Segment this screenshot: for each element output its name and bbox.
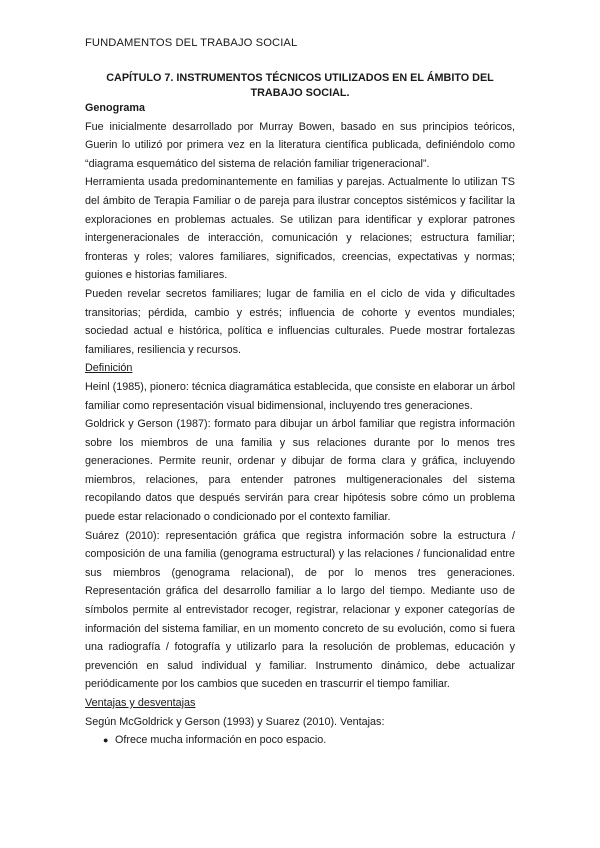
section-heading-definicion: Definición: [85, 362, 133, 375]
chapter-title: [85, 71, 515, 101]
document-body: [85, 99, 515, 750]
paragraph: Herramienta usada predominantemente en familias y parejas. Actualmente lo utilizan TS del ámbito de Terapia Familiar o de pareja para ilustrar conceptos sistémicos y facilitar la exploraciones en problemas actuales. Se utilizan para identificar y explorar patrones intergeneracionales de interacción, comunicación y relaciones; estructura familiar; fronteras y roles; valores familiares, significados, creencias, expectativas y normas; guiones e historias familiares.: [85, 176, 515, 282]
section-heading-ventajas: Ventajas y desventajas: [85, 697, 196, 709]
paragraph: Goldrick y Gerson (1987): formato para dibujar un árbol familiar que registra información sobre los miembros de una familia y sus relaciones durante por lo menos tres generaciones. Permite reunir, ordenar y dibujar de forma clara y gráfica, incluyendo miembros, relaciones, para entender patrones multigeneracionales del sistema recopilando datos que después servirán para crear hipótesis sobre cómo un problema puede estar relacionado o condicionado por el contexto familiar.: [85, 418, 515, 524]
bullet-icon: ●: [103, 735, 109, 746]
section-heading-genograma: Genograma: [85, 102, 145, 114]
list-item: [85, 731, 515, 750]
paragraph: Suárez (2010): representación gráfica que registra información sobre la estructura / composición de una familia (genograma estructural) y las relaciones / funcionalidad entre sus miembros (genograma relacional), de por lo menos tres generaciones. Representación gráfica del desarrollo familiar a lo largo del tiempo. Mediante uso de símbolos permite al entrevistador recoger, registrar, relacionar y exponer categorías de información del sistema familiar, en un momento concreto de su evolución, como si fuera una radiografía / fotografía y utilizarlo para la resolución de problemas, educación y prevención en salud individual y familiar. Instrumento dinámico, debe actualizar periódicamente por los cambios que suceden en trascurrir el tiempo familiar.: [85, 529, 515, 691]
list-item-text: Ofrece mucha información en poco espacio.: [115, 734, 327, 747]
paragraph: Fue inicialmente desarrollado por Murray Bowen, basado en sus principios teóricos, Guerin lo utilizó por primera vez en la literatura científica publicada, definiéndolo como “diagrama esquemático del sistema de relación familiar trigeneracional”.: [85, 120, 515, 170]
paragraph: Heinl (1985), pionero: técnica diagramática establecida, que consiste en elaborar un árbol familiar como representación visual bidimensional, incluyendo tres generaciones.: [85, 380, 515, 412]
running-header: FUNDAMENTOS DEL TRABAJO SOCIAL: [85, 37, 298, 49]
chapter-title-line-1: CAPÍTULO 7. INSTRUMENTOS TÉCNICOS UTILIZADOS EN EL ÁMBITO DEL: [106, 72, 494, 84]
paragraph: Según McGoldrick y Gerson (1993) y Suarez (2010). Ventajas:: [85, 715, 385, 728]
bullet-list: [85, 731, 515, 750]
paragraph: Pueden revelar secretos familiares; lugar de familia en el ciclo de vida y dificultades transitorias; pérdida, cambio y estrés; influencia de cohorte y eventos mundiales; sociedad actual e histórica, política e influencias culturales. Puede mostrar fortalezas familiares, resiliencia y recursos.: [85, 287, 515, 356]
chapter-title-line-2: TRABAJO SOCIAL.: [250, 87, 350, 99]
